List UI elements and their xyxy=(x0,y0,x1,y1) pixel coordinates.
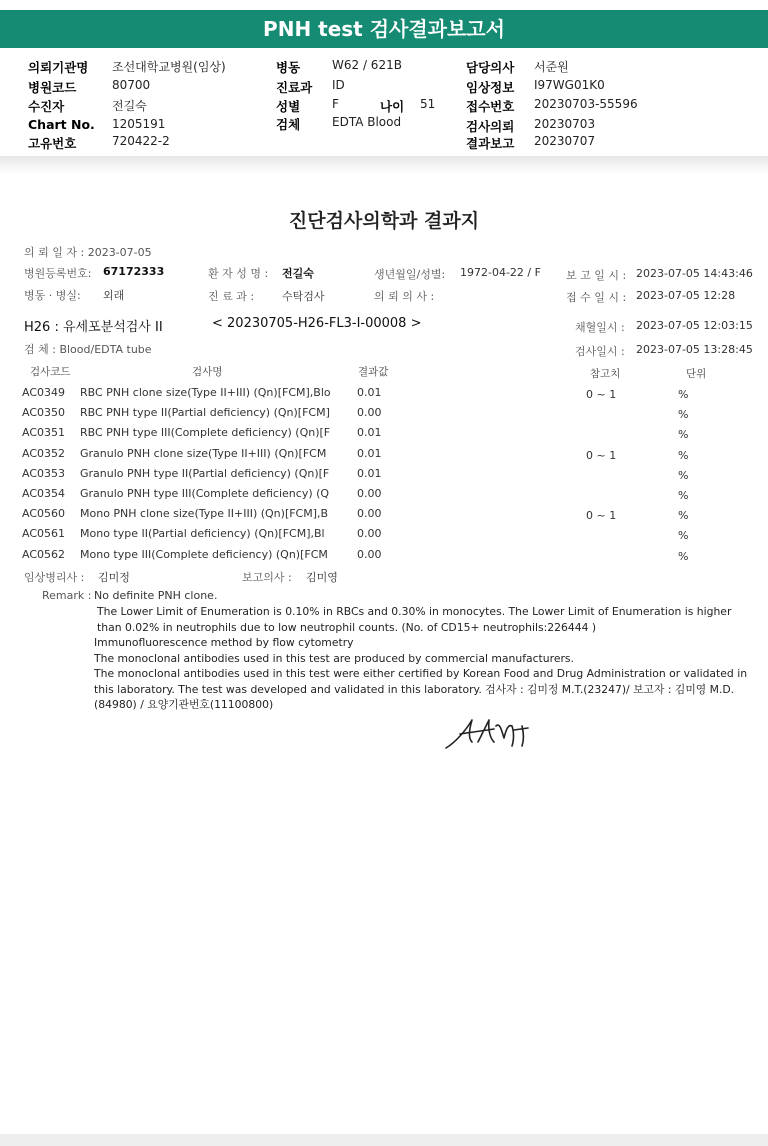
reporter-value: 김미영 xyxy=(306,571,338,584)
hospital-code-label: 병원코드 xyxy=(28,80,77,95)
report-time-value: 2023-07-05 14:43:46 xyxy=(636,267,753,280)
exam-value: 2023-07-05 13:28:45 xyxy=(636,343,753,356)
report-date-label: 결과보고 xyxy=(466,136,515,151)
cell-code: AC0562 xyxy=(22,547,66,561)
institution-label: 의뢰기관명 xyxy=(28,60,89,75)
col-result-header: 결과값 xyxy=(358,366,389,378)
cell-name: Granulo PNH type III(Complete deficiency) (Q xyxy=(80,487,330,500)
cell-unit: % xyxy=(678,549,689,563)
receipt-no-value: 20230703-55596 xyxy=(534,97,638,111)
section-divider xyxy=(0,156,768,174)
cell-code: AC0349 xyxy=(22,386,66,399)
patient-label: 수진자 xyxy=(28,99,65,114)
receipt-time-value: 2023-07-05 12:28 xyxy=(636,289,736,302)
cell-code: AC0352 xyxy=(22,446,66,460)
reg-no-label: 병원등록번호: xyxy=(24,267,92,280)
age-value: 51 xyxy=(420,97,436,111)
cell-result: 0.00 xyxy=(357,487,382,500)
dob-value: 1972-04-22 / F xyxy=(460,266,541,279)
report-date-value: 20230707 xyxy=(534,134,596,148)
dept-value: ID xyxy=(332,78,345,92)
collect-value: 2023-07-05 12:03:15 xyxy=(636,319,753,332)
hospital-code-value: 80700 xyxy=(112,78,151,92)
dob-label: 생년월일/성별: xyxy=(374,268,446,281)
ward-label: 병동 xyxy=(276,60,301,75)
doctor-value: 서준원 xyxy=(534,60,569,74)
report-time-label: 보 고 일 시 : xyxy=(566,269,627,282)
cell-result: 0.01 xyxy=(357,446,382,460)
remark-line-2: The Lower Limit of Enumeration is 0.10% in RBCs and 0.30% in monocytes. The Lower Limit of Enumeration is higher than 0.02% in neutrophils due to low neutrophil counts. (No. of CD15+ neutrophils:226444 ) xyxy=(97,605,732,634)
cell-code: AC0561 xyxy=(22,527,66,541)
cell-result: 0.01 xyxy=(357,466,382,480)
cell-result: 0.00 xyxy=(357,406,382,420)
cell-name: Mono PNH clone size(Type II+III) (Qn)[FCM],B xyxy=(80,507,329,521)
footer-bar xyxy=(0,1134,768,1146)
remark-line-4: The monoclonal antibodies used in this test are produced by commercial manufacturers. xyxy=(94,651,574,665)
specimen-value: EDTA Blood xyxy=(332,115,402,129)
dept-label: 진료과 xyxy=(276,80,313,95)
cell-unit: % xyxy=(678,468,689,482)
remark-line-1: No definite PNH clone. xyxy=(94,589,218,602)
chart-no-label: Chart No. xyxy=(28,117,95,132)
col-ref-header: 참고치 xyxy=(590,368,621,380)
sex-label: 성별 xyxy=(276,99,301,114)
chart-no-value: 1205191 xyxy=(112,117,166,131)
accession-no: < 20230705-H26-FL3-I-00008 > xyxy=(212,316,422,331)
institution-value: 조선대학교병원(임상) xyxy=(112,60,226,74)
cell-result: 0.00 xyxy=(357,527,382,541)
col-unit-header: 단위 xyxy=(686,368,707,380)
dept-label-2: 진 료 과 : xyxy=(208,290,255,303)
top-info-panel xyxy=(0,54,768,154)
req-doctor-label: 의 뢰 의 사 : xyxy=(374,290,435,303)
reporter-label: 보고의사 : xyxy=(242,571,292,584)
patient-value: 전길숙 xyxy=(112,99,147,113)
remark-line-5: The monoclonal antibodies used in this test were either certified by Korean Food and Drug Administration or validated in this laboratory. The test was developed and validated in this laboratory. 검사자 : 김미정 M.T.(23247)/ 보고자 : 김미영 M.D.(84980) / 요양기관번호(11100800) xyxy=(94,667,748,711)
specimen-line: 검 체 : Blood/EDTA tube xyxy=(24,343,152,356)
cell-code: AC0350 xyxy=(22,406,66,420)
remark-body xyxy=(94,604,754,713)
clinical-info-value: I97WG01K0 xyxy=(534,78,605,92)
cell-code: AC0560 xyxy=(22,507,66,521)
col-name-header: 검사명 xyxy=(192,366,223,378)
remark-label: Remark : xyxy=(42,589,92,602)
dept-value-2: 수탁검사 xyxy=(282,290,325,303)
test-name: H26 : 유세포분석검사 II xyxy=(24,320,163,335)
col-code-header: 검사코드 xyxy=(30,366,71,378)
pathologist-label: 임상병리사 : xyxy=(24,571,85,584)
cell-name: RBC PNH clone size(Type II+III) (Qn)[FCM],Blo xyxy=(80,386,331,399)
cell-result: 0.00 xyxy=(357,507,382,521)
cell-unit: % xyxy=(678,529,689,543)
cell-ref: 0 ~ 1 xyxy=(586,448,617,462)
header-title: PNH test 검사결과보고서 xyxy=(263,17,505,41)
remark-line-3: Immunofluorescence method by flow cytometry xyxy=(94,636,354,649)
cell-code: AC0351 xyxy=(22,426,66,440)
cell-name: Mono type III(Complete deficiency) (Qn)[FCM xyxy=(80,547,328,561)
cell-unit: % xyxy=(678,388,689,401)
cell-name: RBC PNH type II(Partial deficiency) (Qn)[FCM] xyxy=(80,406,330,420)
patient-name-label: 환 자 성 명 : xyxy=(208,267,269,280)
cell-result: 0.00 xyxy=(357,547,382,561)
ward-value: W62 / 621B xyxy=(332,58,402,72)
cell-name: RBC PNH type III(Complete deficiency) (Qn)[F xyxy=(80,426,331,440)
cell-ref: 0 ~ 1 xyxy=(586,388,617,401)
unique-no-label: 고유번호 xyxy=(28,136,77,151)
cell-result: 0.01 xyxy=(357,426,382,440)
cell-unit: % xyxy=(678,408,689,422)
patient-name-value: 전길숙 xyxy=(282,267,314,280)
cell-name: Granulo PNH clone size(Type II+III) (Qn)[FCM xyxy=(80,446,327,460)
ward-room-value: 외래 xyxy=(103,289,125,302)
request-date-label: 검사의뢰 xyxy=(466,119,515,134)
cell-name: Mono type II(Partial deficiency) (Qn)[FCM],Bl xyxy=(80,527,325,541)
receipt-time-label: 접 수 일 시 : xyxy=(566,291,627,304)
ward-room-label: 병동 · 병실: xyxy=(24,289,81,302)
cell-unit: % xyxy=(678,448,689,462)
cell-unit: % xyxy=(678,428,689,442)
doctor-label: 담당의사 xyxy=(466,60,515,75)
cell-result: 0.01 xyxy=(357,386,382,399)
cell-code: AC0353 xyxy=(22,466,66,480)
request-date: 의 뢰 일 자 : 2023-07-05 xyxy=(24,246,152,259)
unique-no-value: 720422-2 xyxy=(112,134,170,148)
request-date-value: 20230703 xyxy=(534,117,596,131)
exam-label: 검사일시 : xyxy=(575,345,625,358)
cell-unit: % xyxy=(678,509,689,523)
cell-unit: % xyxy=(678,489,689,502)
clinical-info-label: 임상정보 xyxy=(466,80,515,95)
specimen-label: 검체 xyxy=(276,117,301,132)
cell-name: Granulo PNH type II(Partial deficiency) (Qn)[F xyxy=(80,466,330,480)
signature-image xyxy=(442,712,542,754)
reg-no-value: 67172333 xyxy=(103,265,165,278)
pathologist-value: 김미정 xyxy=(98,571,130,584)
receipt-no-label: 접수번호 xyxy=(466,99,515,114)
cell-ref: 0 ~ 1 xyxy=(586,509,617,523)
report-title: 진단검사의학과 결과지 xyxy=(288,210,480,232)
age-label: 나이 xyxy=(380,99,405,114)
report-header xyxy=(0,10,768,48)
cell-code: AC0354 xyxy=(22,487,66,500)
sex-value: F xyxy=(332,97,339,111)
collect-label: 채혈일시 : xyxy=(575,321,625,334)
